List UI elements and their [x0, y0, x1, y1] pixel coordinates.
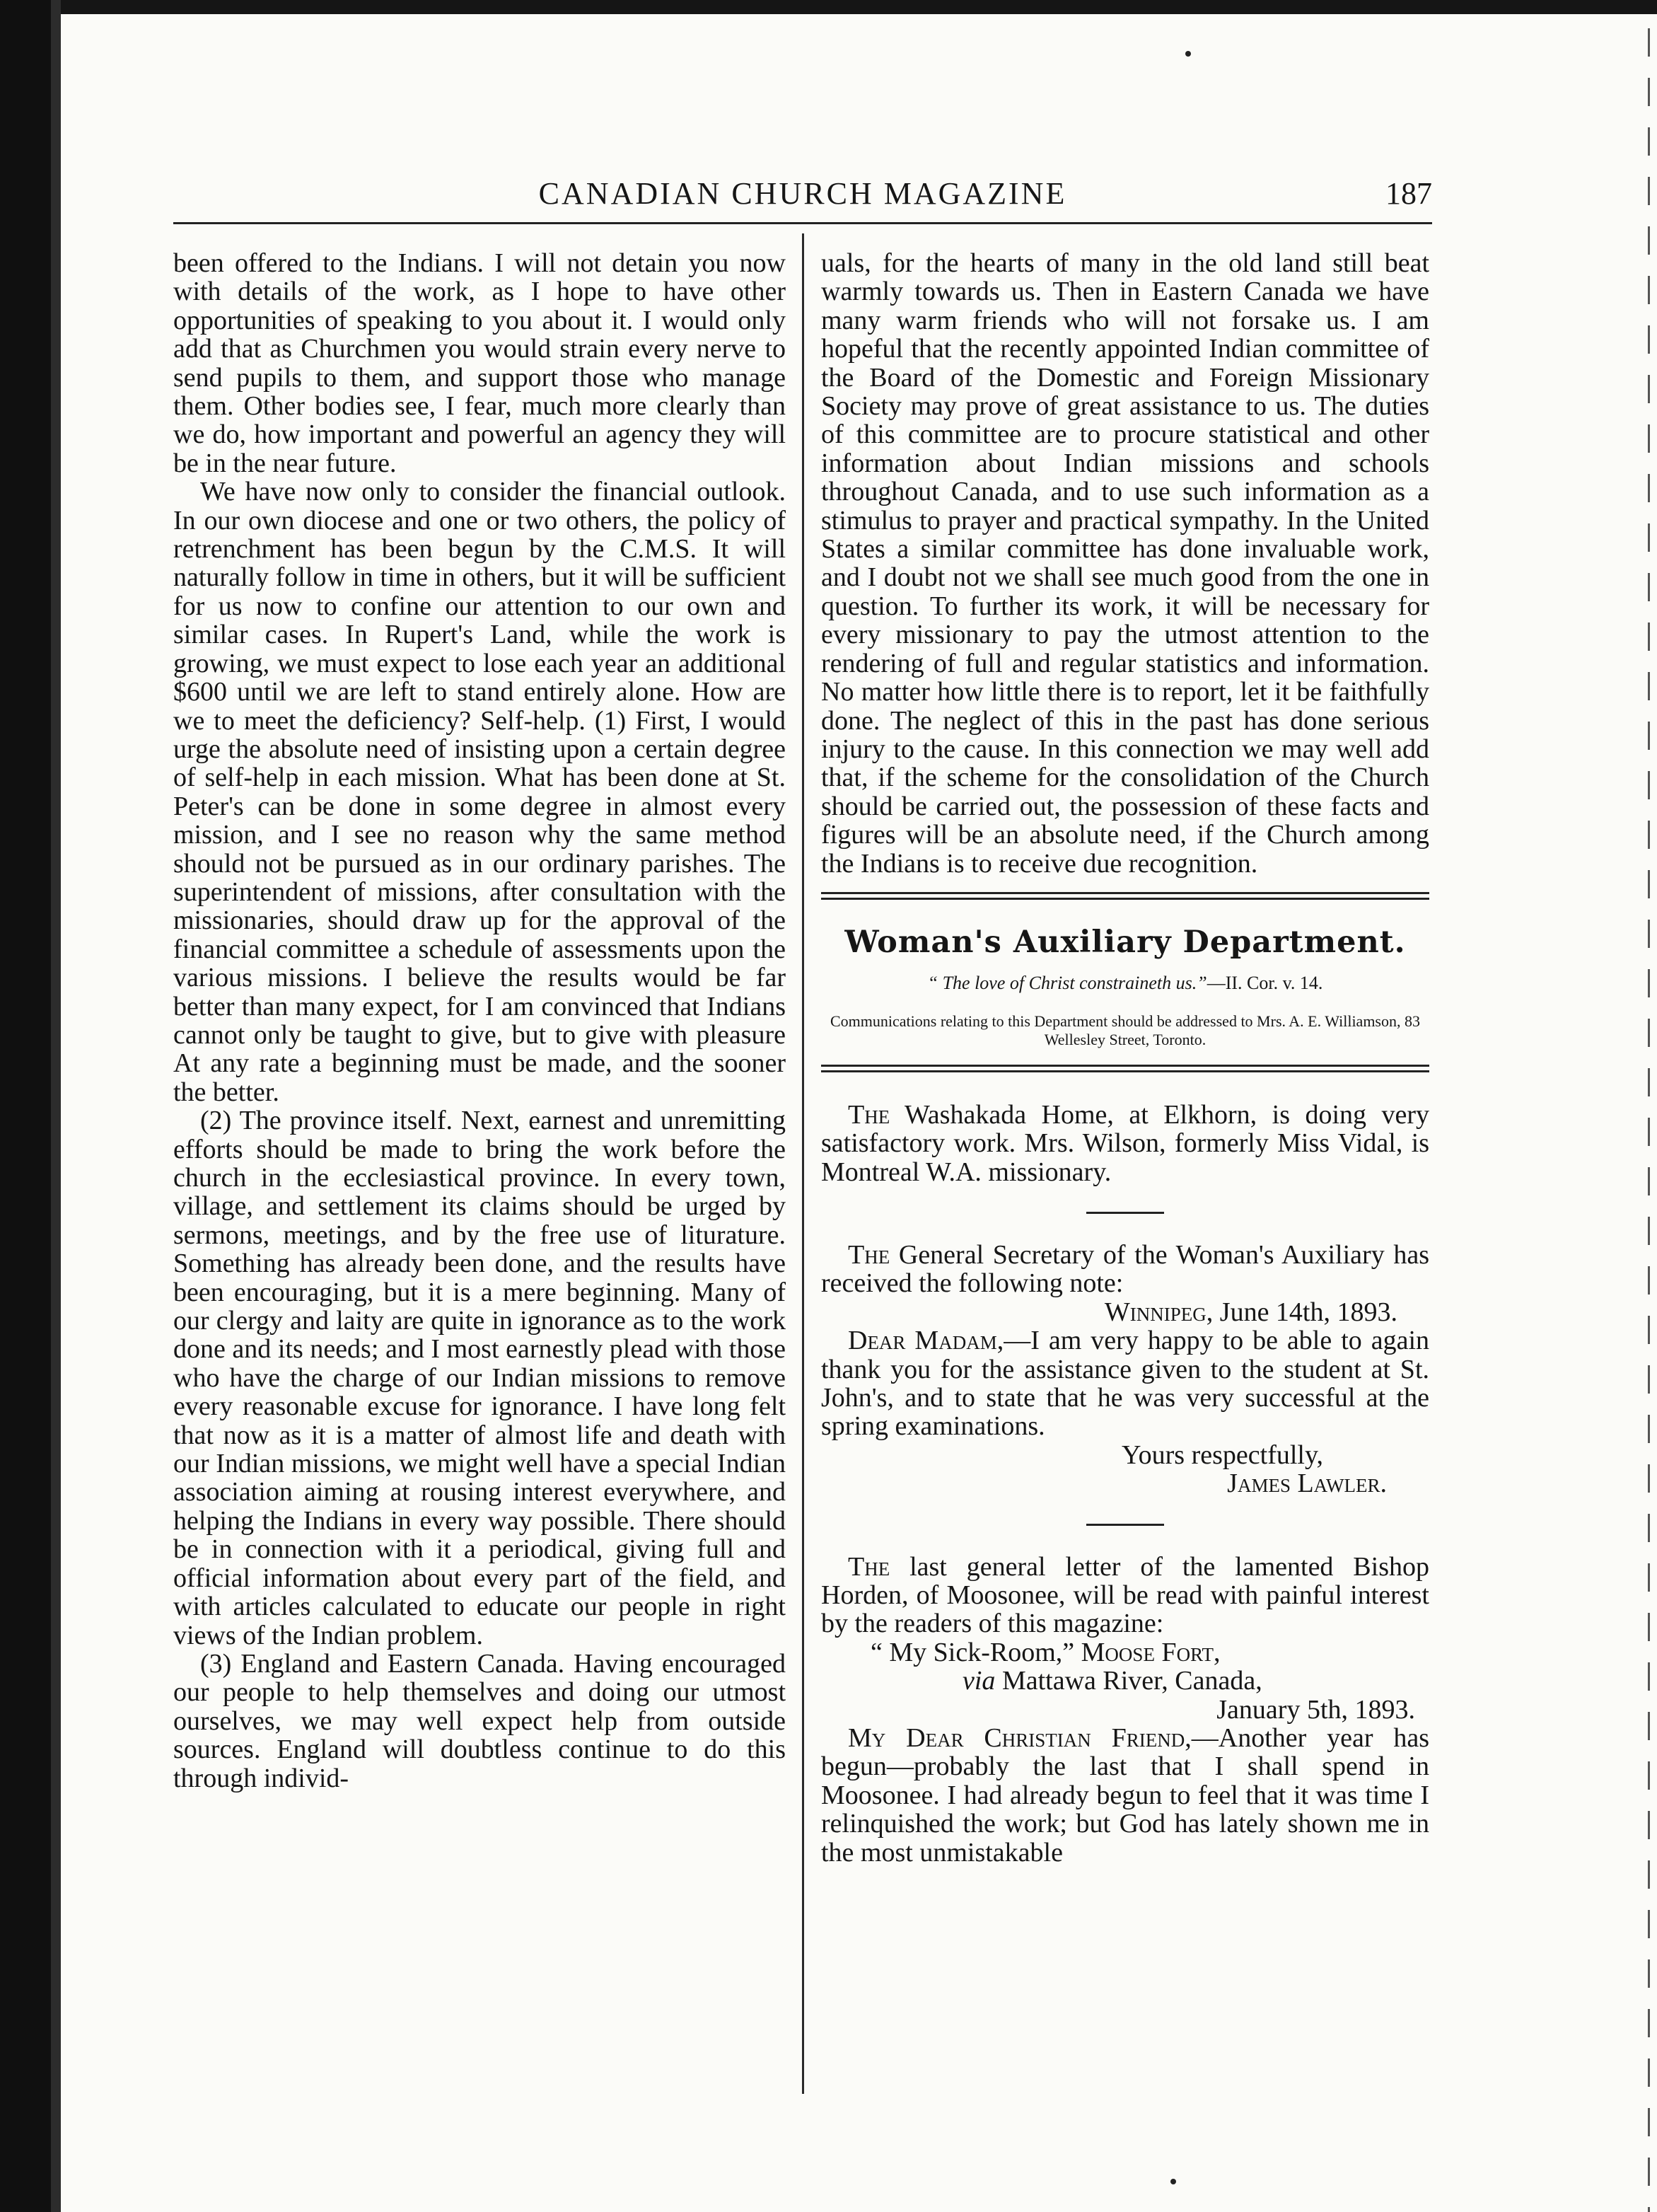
department-notice: Communications relating to this Department should be addressed to Mrs. A. E. Williamson, 83 Wellesley Street, Toronto.: [830, 1012, 1420, 1048]
department-title: Woman's Auxiliary Department.: [844, 924, 1406, 960]
paragraph: been offered to the Indians. I will not detain you now with details of the work, as I hope to have other opportunities of speaking to you about it. I would only add that as Churchmen you would strain every nerve to send pupils to them, and support those who manage them. Other bodies see, I fear, much more clearly than we do, how important and powerful an agency they will be in the near future.: [173, 248, 786, 478]
right-column: [821, 249, 1429, 1867]
letter-address: via Mattawa River, Canada,: [963, 1666, 1262, 1696]
paragraph: (2) The province itself. Next, earnest and unremitting efforts should be made to bring the work before the church in the ecclesiastical province. In every town, village, and settlement its claims should be urged by sermons, meetings, and by the free use of liturature. Something has already been done, and the results have been encouraging, but it is a mere beginning. Many of our clergy and laity are quite in ignorance as to the work done and its needs; and I most earnestly plead with those who have the charge of our Indian missions to remove every reasonable excuse for ignorance. I have long felt that now as it is a matter of almost life and death with our Indian missions, we might well have a special Indian association aiming at rousing interest everywhere, and helping the Indians in every way possible. There should be in connection with it a periodical, giving full and official information about every part of the field, and with articles calculated to educate our people in right views of the Indian problem.: [173, 1106, 786, 1650]
paragraph: (3) England and Eastern Canada. Having encouraged our people to help themselves and doing our utmost ourselves, we may well expect help from outside sources. England will doubtless continue to do this through individ-: [173, 1648, 786, 1793]
department-motto: [821, 969, 1429, 997]
scan-right-edge: [1648, 28, 1650, 2212]
scan-binding-shadow: [51, 0, 61, 2212]
letter-body: My Dear Christian Friend,—Another year has begun—probably the last that I shall spend in Moosonee. I had already begun to feel that it was time I relinquished the work; but God has lately shown me in the most unmistakable: [821, 1723, 1430, 1868]
letter-dateline: Winnipeg, June 14th, 1893.: [1104, 1297, 1397, 1327]
letter-address: “ My Sick-Room,” Moose Fort,: [871, 1637, 1221, 1667]
page-header: [173, 175, 1432, 218]
motto-quote: “ The love of Christ constraineth us.”: [927, 973, 1207, 994]
section-double-rule: [821, 892, 1429, 900]
scan-binding-edge: [0, 0, 51, 2212]
running-title: CANADIAN CHURCH MAGAZINE: [538, 176, 1067, 211]
paragraph: We have now only to consider the financial outlook. In our own diocese and one or two others, the policy of retrenchment has been begun by the C.M.S. It will naturally follow in time in others, but it will be sufficient for us now to confine our attention to our own and similar cases. In Rupert's Land, while the work is growing, we must expect to lose each year an additional $600 until we are left to stand entirely alone. How are we to meet the deficiency? Self-help. (1) First, I would urge the absolute need of insisting upon a certain degree of self-help in each mission. What has been done at St. Peter's can be done in some degree in almost every mission, and I see no reason why the same method should not be pursued as in our ordinary parishes. The superintendent of missions, after consultation with the missionaries, should draw up for the approval of the financial committee a schedule of assessments upon the various missions. I believe the results would be far better than many expect, for I am convinced that Indians cannot only be taught to give, but to give with pleasure At any rate a beginning must be made, and the sooner the better.: [173, 477, 786, 1107]
letter-signature: James Lawler.: [1227, 1469, 1387, 1499]
column-divider: [802, 233, 804, 2094]
motto-reference: —II. Cor. v. 14.: [1207, 973, 1323, 994]
paragraph: uals, for the hearts of many in the old land still beat warmly towards us. Then in Eastern Canada we have many warm friends who will not forsake us. I am hopeful that the recently appointed Indian committee of the Board of the Domestic and Foreign Missionary Society may prove of great assistance to us. The duties of this committee are to procure statistical and other information about Indian missions and schools throughout Canada, and to use such information as a stimulus to prayer and practical sympathy. In the United States a similar committee has done invaluable work, and I doubt not we shall see much good from the one in question. To further its work, it will be necessary for every missionary to pay the utmost attention to the rendering of full and regular statistics and information. No matter how little there is to report, let it be faithfully done. The neglect of this in the past has done serious injury to the cause. In this connection we may well add that, if the scheme for the consolidation of the Church should be carried out, the possession of these facts and figures will be an absolute need, if the Church among the Indians is to receive due recognition.: [821, 248, 1429, 879]
letter-date: January 5th, 1893.: [1216, 1694, 1415, 1725]
news-item: The General Secretary of the Woman's Auxiliary has received the following note:: [821, 1239, 1430, 1299]
item-separator: [1086, 1524, 1164, 1526]
news-item: The Washakada Home, at Elkhorn, is doing very satisfactory work. Mrs. Wilson, formerly Miss Vidal, is Montreal W.A. missionary.: [821, 1099, 1429, 1187]
left-column: [173, 249, 786, 1793]
letter-closing: Yours respectfully,: [1122, 1440, 1323, 1470]
scan-speck: [1185, 51, 1191, 57]
lead-word: The: [848, 1239, 890, 1270]
lead-word: The: [848, 1551, 890, 1582]
scan-speck: [1170, 2179, 1176, 2184]
news-item: The last general letter of the lamented Bishop Horden, of Moosonee, will be read with painful interest by the readers of this magazine:: [821, 1551, 1429, 1639]
letter-body: Dear Madam,—I am very happy to be able to again thank you for the assistance given to the student at St. John's, and to state that he was very successful at the spring examinations.: [821, 1326, 1430, 1442]
page-number: 187: [1385, 176, 1432, 211]
section-double-rule: [821, 1065, 1429, 1072]
lead-word: The: [848, 1099, 890, 1130]
scan-top-border: [0, 0, 1657, 14]
item-separator: [1086, 1212, 1164, 1214]
header-rule: [173, 222, 1432, 224]
